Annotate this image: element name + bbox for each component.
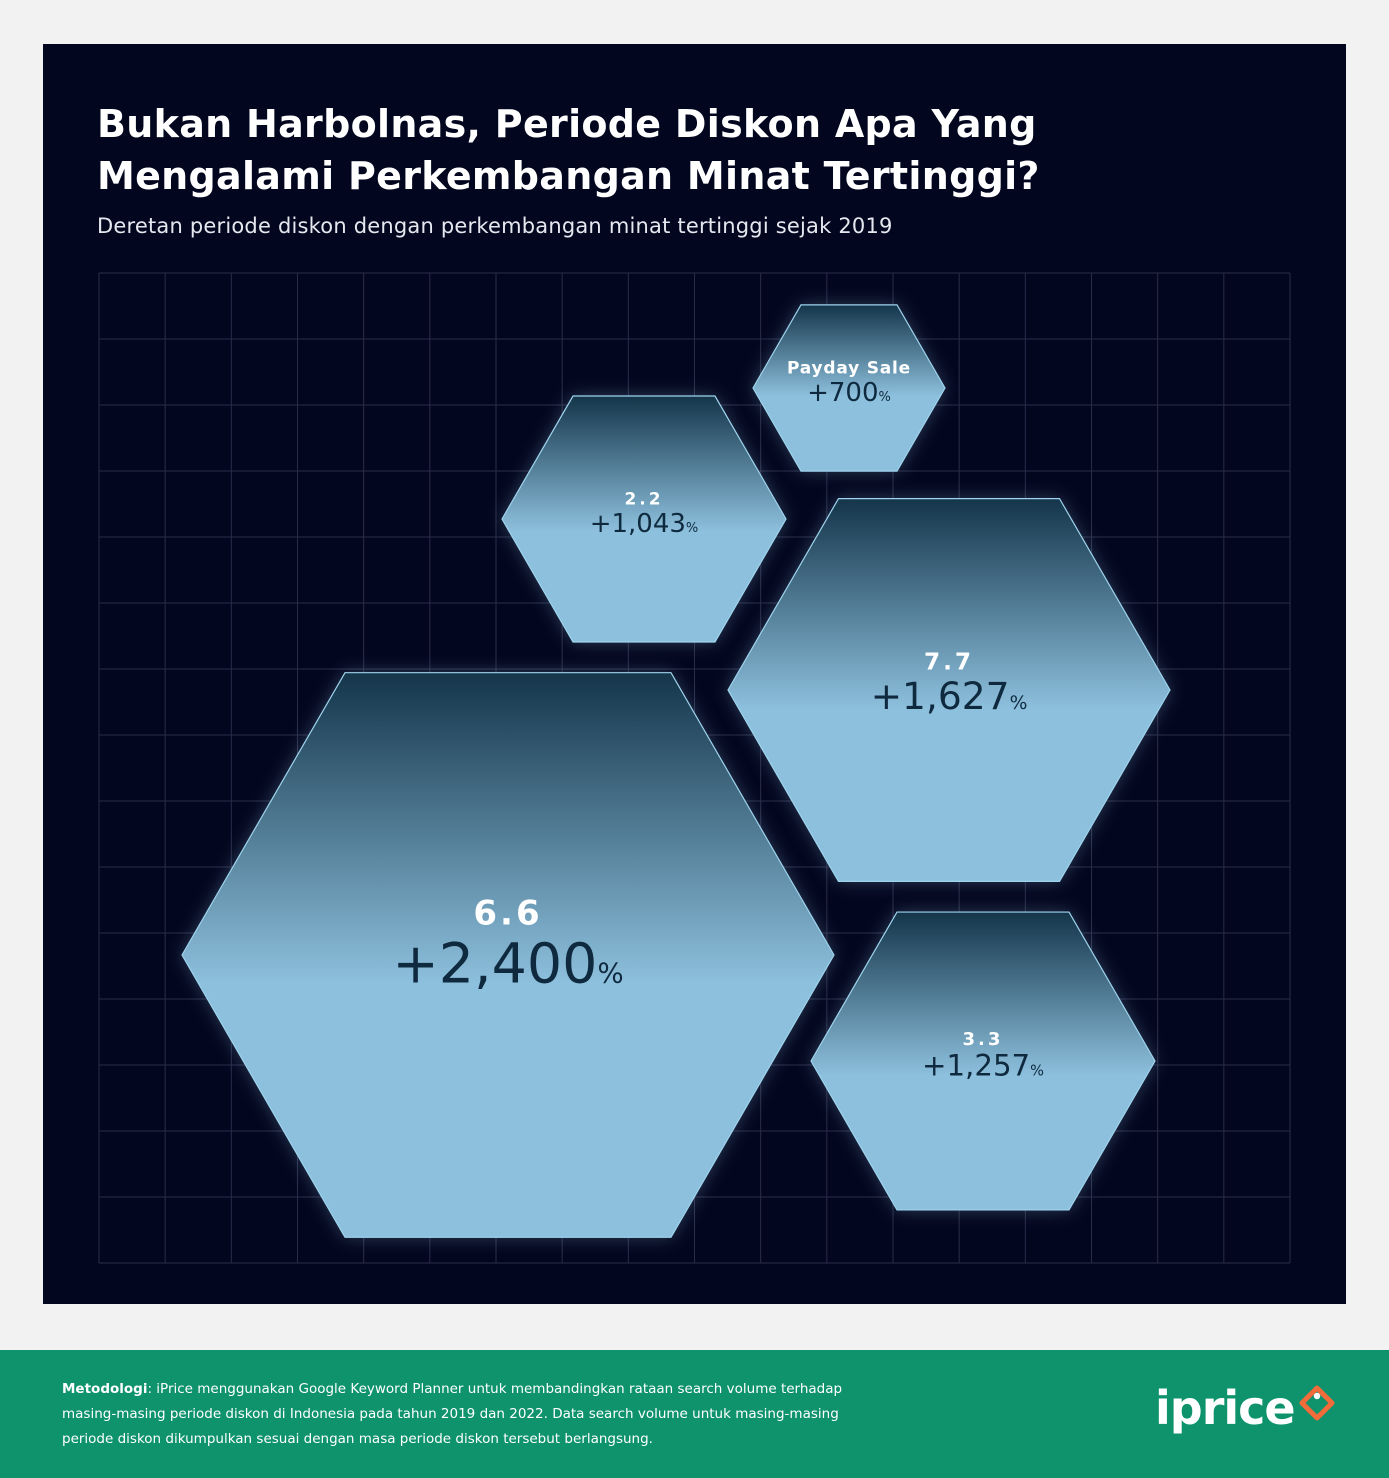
percent-unit: % — [685, 521, 699, 536]
title-line-1: Bukan Harbolnas, Periode Diskon Apa Yang — [97, 102, 1037, 146]
hexagon-series — [182, 305, 1170, 1237]
methodology-note — [62, 1377, 892, 1452]
hexagon-value-label: +700% — [807, 378, 891, 408]
hexagon-value-label: +1,043% — [589, 509, 699, 539]
hexagon-value-label: +2,400% — [392, 932, 624, 997]
hexagon-name-label: 6.6 — [473, 893, 543, 934]
percent-unit: % — [597, 956, 624, 990]
percent-unit: % — [1009, 692, 1028, 714]
hexagon-value-label: +1,257% — [921, 1048, 1045, 1083]
price-tag-icon — [1298, 1384, 1336, 1428]
hexagon-3-3 — [811, 912, 1155, 1210]
chart-subtitle: Deretan periode diskon dengan perkembangan minat tertinggi sejak 2019 — [97, 214, 893, 238]
hexagon-name-label: 7.7 — [923, 648, 975, 676]
hexagon-6-6 — [182, 673, 834, 1238]
hexagon-name-label: 2.2 — [624, 489, 664, 510]
hexagon-value-label: +1,627% — [870, 673, 1028, 718]
hexagon-2-2 — [502, 396, 786, 642]
hexagon-7-7 — [728, 499, 1170, 882]
percent-unit: % — [1030, 1062, 1045, 1080]
methodology-text: : iPrice menggunakan Google Keyword Planner untuk membandingkan rataan search volume terhadap masing-masing periode diskon di Indonesia pada tahun 2019 dan 2022. Data search volume untuk masing-masing periode diskon dikumpulkan sesuai dengan masa periode diskon tersebut berlangsung. — [62, 1381, 843, 1447]
percent-unit: % — [878, 390, 891, 405]
logo-wordmark: iprice — [1155, 1381, 1295, 1435]
iprice-logo[interactable] — [1155, 1378, 1336, 1438]
methodology-label: Metodologi — [62, 1381, 148, 1397]
hexagon-name-label: Payday Sale — [786, 358, 912, 379]
hexagon-name-label: 3.3 — [962, 1028, 1004, 1050]
hexagon-payday-sale — [753, 305, 945, 471]
title-line-2: Mengalami Perkembangan Minat Tertinggi? — [97, 154, 1040, 198]
